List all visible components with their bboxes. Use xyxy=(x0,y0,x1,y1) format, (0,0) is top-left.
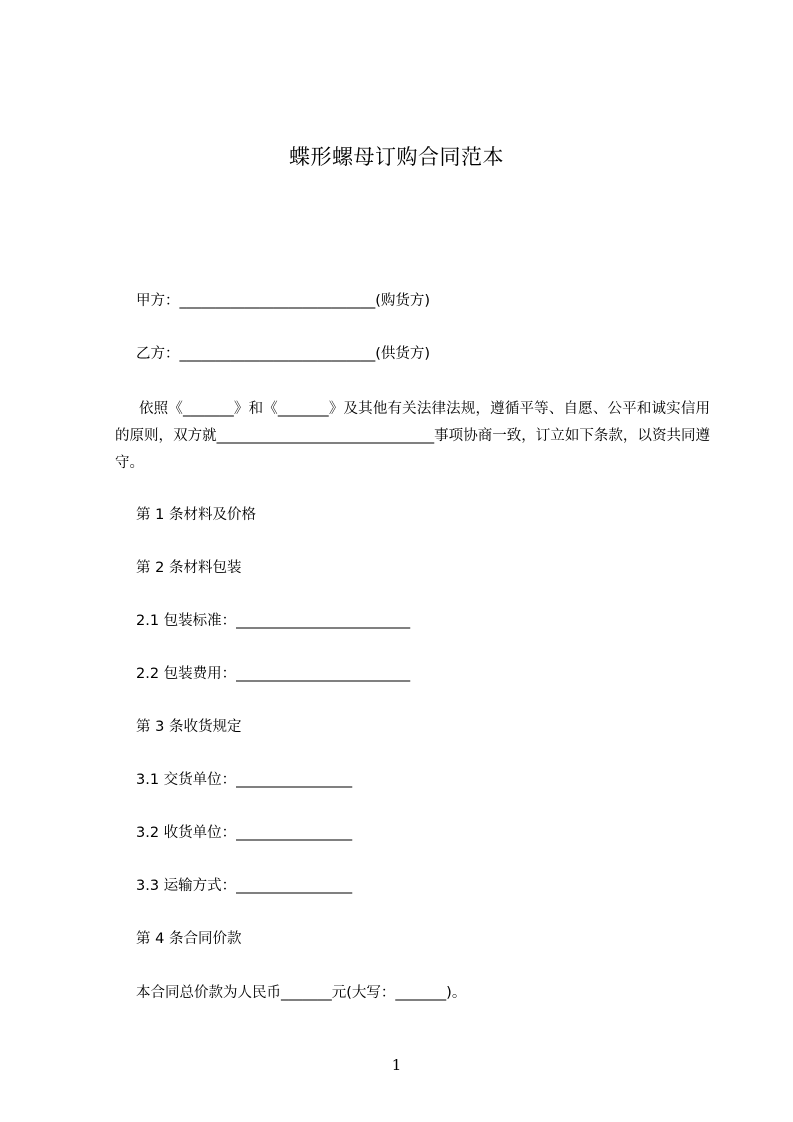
item-3-1: 3.1 交货单位：________________ xyxy=(136,772,353,788)
document-title: 蝶形螺母订购合同范本 xyxy=(289,145,504,169)
page-number: 1 xyxy=(391,1056,402,1074)
item-2-2: 2.2 包装费用：________________________ xyxy=(136,666,411,682)
article-4-heading: 第 4 条合同价款 xyxy=(136,931,242,947)
article-1-heading: 第 1 条材料及价格 xyxy=(136,507,256,523)
price-clause: 本合同总价款为人民币_______元(大写：_______)。 xyxy=(136,985,467,1001)
party-b-line: 乙方：___________________________(供货方) xyxy=(136,346,431,362)
intro-paragraph: 依照《_______》和《_______》及其他有关法律法规，遵循平等、自愿、公平和诚实信用的原则，双方就______________________________事项协商一致，订立如下条款，以资共同遵守。 xyxy=(115,401,710,471)
item-2-1: 2.1 包装标准：________________________ xyxy=(136,613,411,629)
article-3-heading: 第 3 条收货规定 xyxy=(136,719,242,735)
item-3-3: 3.3 运输方式：________________ xyxy=(136,878,353,894)
party-a-line: 甲方：___________________________(购货方) xyxy=(136,293,431,309)
article-2-heading: 第 2 条材料包装 xyxy=(136,560,242,576)
item-3-2: 3.2 收货单位：________________ xyxy=(136,825,353,841)
